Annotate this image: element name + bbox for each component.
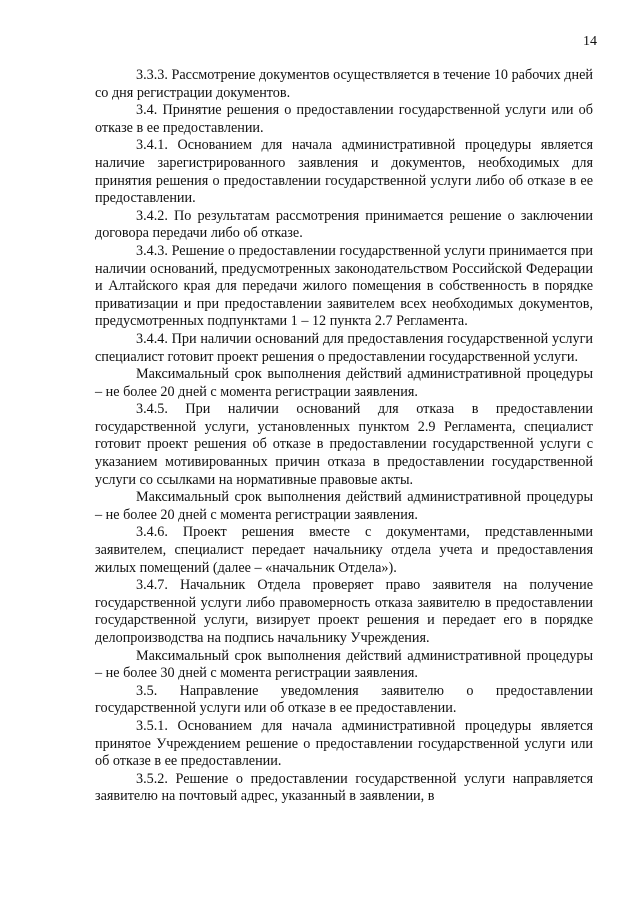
paragraph-3-3-3: 3.3.3. Рассмотрение документов осуществляется в течение 10 рабочих дней со дня регистрации документов. (95, 67, 593, 101)
paragraph-3-4-5: 3.4.5. При наличии оснований для отказа в предоставлении государственной услуги, установленных пунктом 2.9 Регламента, специалист готовит проект решения об отказе в предоставлении государственной услуги с указанием мотивированных причин отказа в предоставлении государственной услуги со ссылками на нормативные правовые акты. (95, 401, 593, 488)
paragraph-3-5-1: 3.5.1. Основанием для начала административной процедуры является принятое Учреждением решение о предоставлении государственной услуги или об отказе в ее предоставлении. (95, 717, 593, 770)
paragraph-3-4-6: 3.4.6. Проект решения вместе с документами, представленными заявителем, специалист передает начальнику отдела учета и предоставления жилых помещений (далее – «начальник Отдела»). (95, 524, 593, 576)
paragraph-max-term-1: Максимальный срок выполнения действий административной процедуры – не более 20 дней с момента регистрации заявления. (95, 366, 593, 400)
paragraph-3-4-7: 3.4.7. Начальник Отдела проверяет право заявителя на получение государственной услуги либо правомерность отказа заявителю в предоставлении государственной услуги, визирует проект решения и передает его в порядке делопроизводства на подпись начальнику Учреждения. (95, 577, 593, 646)
paragraph-3-4-2: 3.4.2. По результатам рассмотрения принимается решение о заключении договора передачи либо об отказе. (95, 207, 593, 242)
paragraph-max-term-2: Максимальный срок выполнения действий административной процедуры – не более 20 дней с момента регистрации заявления. (95, 489, 593, 523)
paragraph-3-4-1: 3.4.1. Основанием для начала административной процедуры является наличие зарегистрированного заявления и документов, необходимых для принятия решения о предоставлении государственной услуги либо об отказе в ее предоставлении. (95, 137, 593, 207)
document-body (95, 67, 593, 806)
page-number: 14 (583, 34, 597, 49)
paragraph-3-4: 3.4. Принятие решения о предоставлении государственной услуги или об отказе в ее предоставлении. (95, 102, 593, 136)
paragraph-3-4-3: 3.4.3. Решение о предоставлении государственной услуги принимается при наличии оснований, предусмотренных законодательством Российской Федерации и Алтайского края для передачи жилого помещения в собственность в порядке приватизации и при предоставлении заявителем всех необходимых документов, предусмотренных подпунктами 1 – 12 пункта 2.7 Регламента. (95, 242, 593, 330)
paragraph-3-4-4: 3.4.4. При наличии оснований для предоставления государственной услуги специалист готовит проект решения о предоставлении государственной услуги. (95, 330, 593, 365)
paragraph-3-5: 3.5. Направление уведомления заявителю о предоставлении государственной услуги или об отказе в ее предоставлении. (95, 682, 593, 717)
paragraph-3-5-2: 3.5.2. Решение о предоставлении государственной услуги направляется заявителю на почтовый адрес, указанный в заявлении, в (95, 770, 593, 805)
paragraph-max-term-3: Максимальный срок выполнения действий административной процедуры – не более 30 дней с момента регистрации заявления. (95, 647, 593, 682)
